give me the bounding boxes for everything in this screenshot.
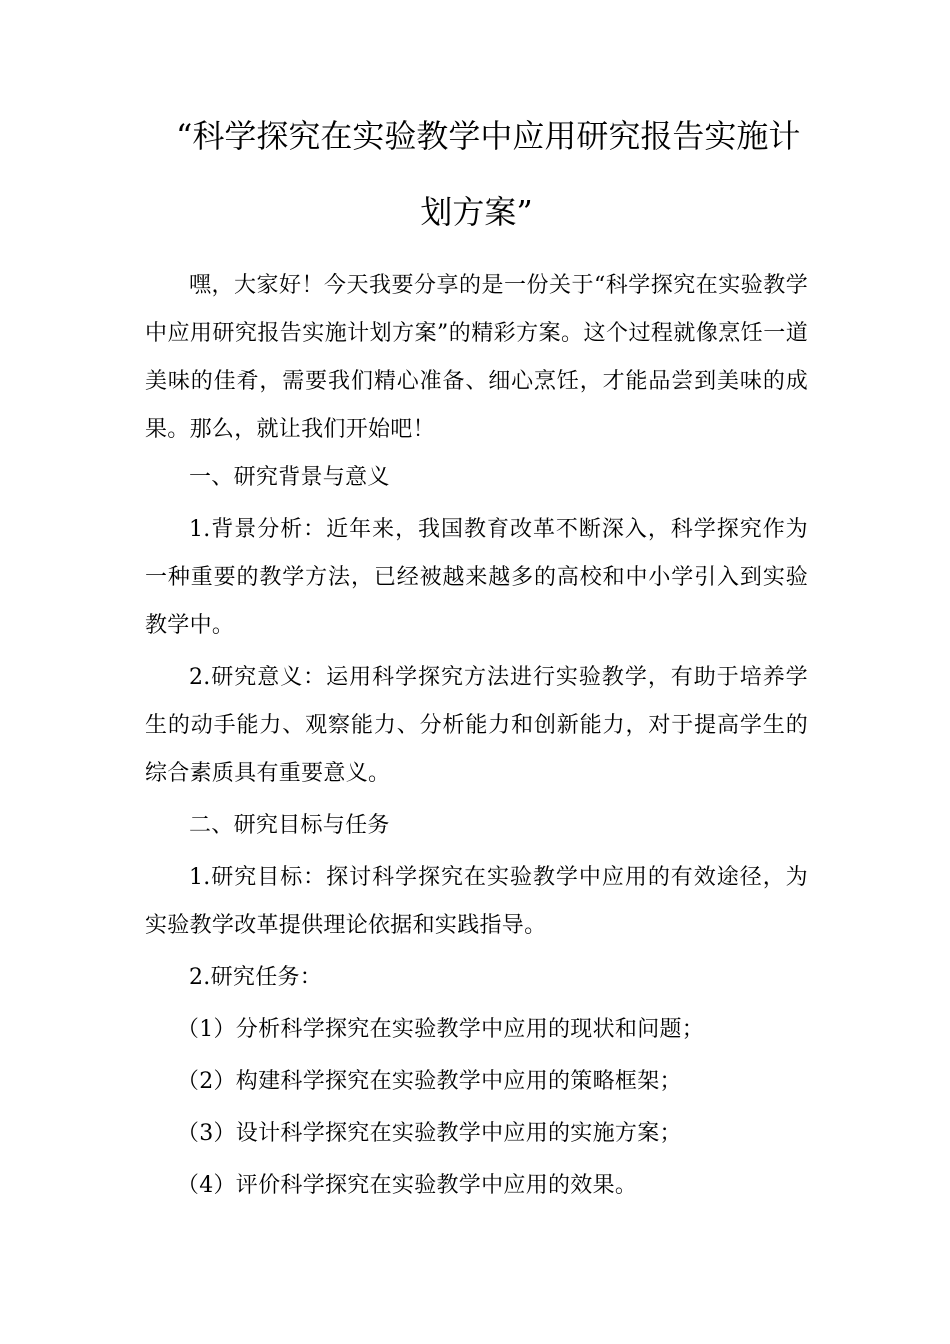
- research-goal-paragraph: 1.研究目标：探讨科学探究在实验教学中应用的有效途径，为实验教学改革提供理论依据和实践指导。: [145, 865, 808, 938]
- research-significance-paragraph: 2.研究意义：运用科学探究方法进行实验教学，有助于培养学生的动手能力、观察能力、分析能力和创新能力，对于提高学生的综合素质具有重要意义。: [145, 665, 808, 786]
- research-tasks-heading: 2.研究任务：: [189, 965, 323, 990]
- task-list-item: （3）设计科学探究在实验教学中应用的实施方案；: [176, 1121, 682, 1146]
- task-list-item: （2）构建科学探究在实验教学中应用的策略框架；: [176, 1069, 682, 1094]
- task-list-item: （4）评价科学探究在实验教学中应用的效果。: [176, 1173, 638, 1198]
- section-heading-background: 一、研究背景与意义: [189, 465, 390, 490]
- intro-paragraph: 嘿，大家好！今天我要分享的是一份关于“科学探究在实验教学中应用研究报告实施计划方案”的精彩方案。这个过程就像烹饪一道美味的佳肴，需要我们精心准备、细心烹饪，才能品尝到美味的成果。那么，就让我们开始吧！: [145, 273, 808, 442]
- document-body: [145, 262, 808, 1210]
- document-title-line-2: 划方案”: [420, 193, 533, 231]
- section-heading-goals: 二、研究目标与任务: [189, 813, 390, 838]
- background-analysis-paragraph: 1.背景分析：近年来，我国教育改革不断深入，科学探究作为一种重要的教学方法，已经被越来越多的高校和中小学引入到实验教学中。: [145, 517, 808, 638]
- document-title-line-1: “科学探究在实验教学中应用研究报告实施计: [176, 117, 801, 155]
- task-list-item: （1）分析科学探究在实验教学中应用的现状和问题；: [176, 1017, 705, 1042]
